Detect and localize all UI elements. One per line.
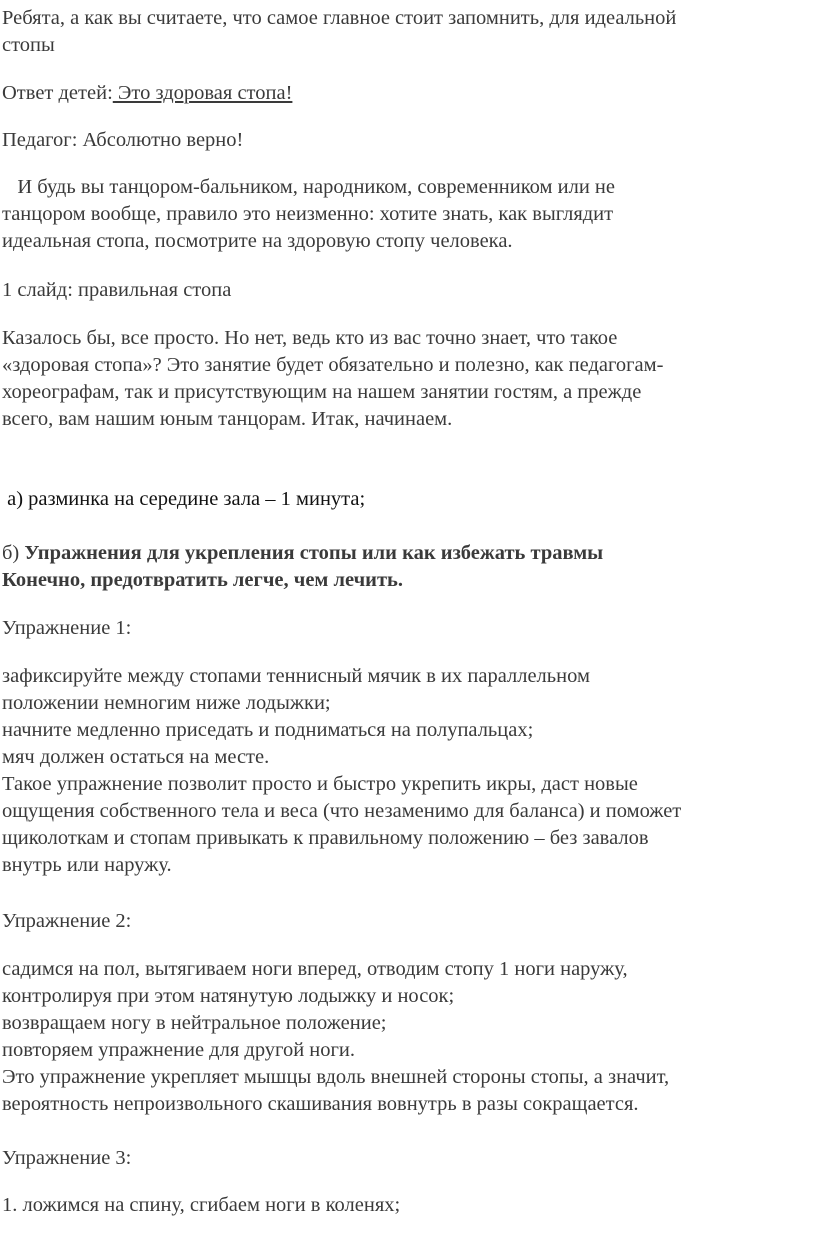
text-line: стопы xyxy=(2,34,55,56)
exercise-3-body xyxy=(2,1192,814,1219)
text-line: начните медленно приседать и подниматься на полупальцах; xyxy=(2,719,534,741)
slide-caption: 1 слайд: правильная стопа xyxy=(2,279,232,301)
exercise-1-body xyxy=(2,663,814,879)
text-line: зафиксируйте между стопами теннисный мячик в их параллельном xyxy=(2,665,590,687)
text-line: мяч должен остаться на месте. xyxy=(2,746,270,768)
text-line: Ребята, а как вы считаете, что самое главное стоит запомнить, для идеальной xyxy=(2,7,677,29)
question-paragraph xyxy=(2,5,814,59)
text-line: Такое упражнение позволит просто и быстро укрепить икры, даст новые xyxy=(2,773,638,795)
text-line: положении немногим ниже лодыжки; xyxy=(2,692,331,714)
ideal-foot-paragraph xyxy=(2,174,814,255)
text-line: хореографам, так и присутствующим на нашем занятии гостям, а прежде xyxy=(2,381,642,403)
text-line: садимся на пол, вытягиваем ноги вперед, отводим стопу 1 ноги наружу, xyxy=(2,958,628,980)
text-line: И будь вы танцором-бальником, народником, современником или не xyxy=(2,176,615,198)
answer-text: Это здоровая стопа! xyxy=(112,82,293,104)
text-line: ощущения собственного тела и веса (что незаменимо для баланса) и поможет xyxy=(2,800,682,822)
exercise-1-title: Упражнение 1: xyxy=(2,617,132,639)
text-line: идеальная стопа, посмотрите на здоровую стопу человека. xyxy=(2,230,513,252)
text-line: возвращаем ногу в нейтральное положение; xyxy=(2,1012,387,1034)
text-line: контролируя при этом натянутую лодыжку и носок; xyxy=(2,985,455,1007)
text-line: 1. ложимся на спину, сгибаем ноги в коленях; xyxy=(2,1194,401,1216)
exercise-3-title: Упражнение 3: xyxy=(2,1147,132,1169)
text-line: повторяем упражнение для другой ноги. xyxy=(2,1039,356,1061)
exercise-2-body xyxy=(2,956,814,1118)
warmup-item: а) разминка на середине зала – 1 минута; xyxy=(2,488,366,510)
heading-bold-line: Упражнения для укрепления стопы или как избежать травмы xyxy=(24,542,604,564)
children-answer-paragraph xyxy=(2,80,814,107)
text-line: вероятность непроизвольного скашивания вовнутрь в разы сокращается. xyxy=(2,1093,639,1115)
text-line: всего, вам нашим юным танцорам. Итак, начинаем. xyxy=(2,408,453,430)
heading-bold-line: Конечно, предотвратить легче, чем лечить. xyxy=(2,569,404,591)
text-line: «здоровая стопа»? Это занятие будет обязательно и полезно, как педагогам- xyxy=(2,354,664,376)
intro-paragraph xyxy=(2,325,814,433)
text-line: танцором вообще, правило это неизменно: хотите знать, как выглядит xyxy=(2,203,614,225)
heading-prefix: б) xyxy=(2,542,25,564)
exercises-heading xyxy=(2,540,814,594)
text-line: Это упражнение укрепляет мышцы вдоль внешней стороны стопы, а значит, xyxy=(2,1066,670,1088)
text-line: Казалось бы, все просто. Но нет, ведь кто из вас точно знает, что такое xyxy=(2,327,618,349)
text-line: щиколоткам и стопам привыкать к правильному положению – без завалов xyxy=(2,827,649,849)
exercise-2-title: Упражнение 2: xyxy=(2,910,132,932)
teacher-reply-paragraph: Педагог: Абсолютно верно! xyxy=(2,129,244,151)
answer-prefix: Ответ детей: xyxy=(2,82,113,104)
text-line: внутрь или наружу. xyxy=(2,854,172,876)
